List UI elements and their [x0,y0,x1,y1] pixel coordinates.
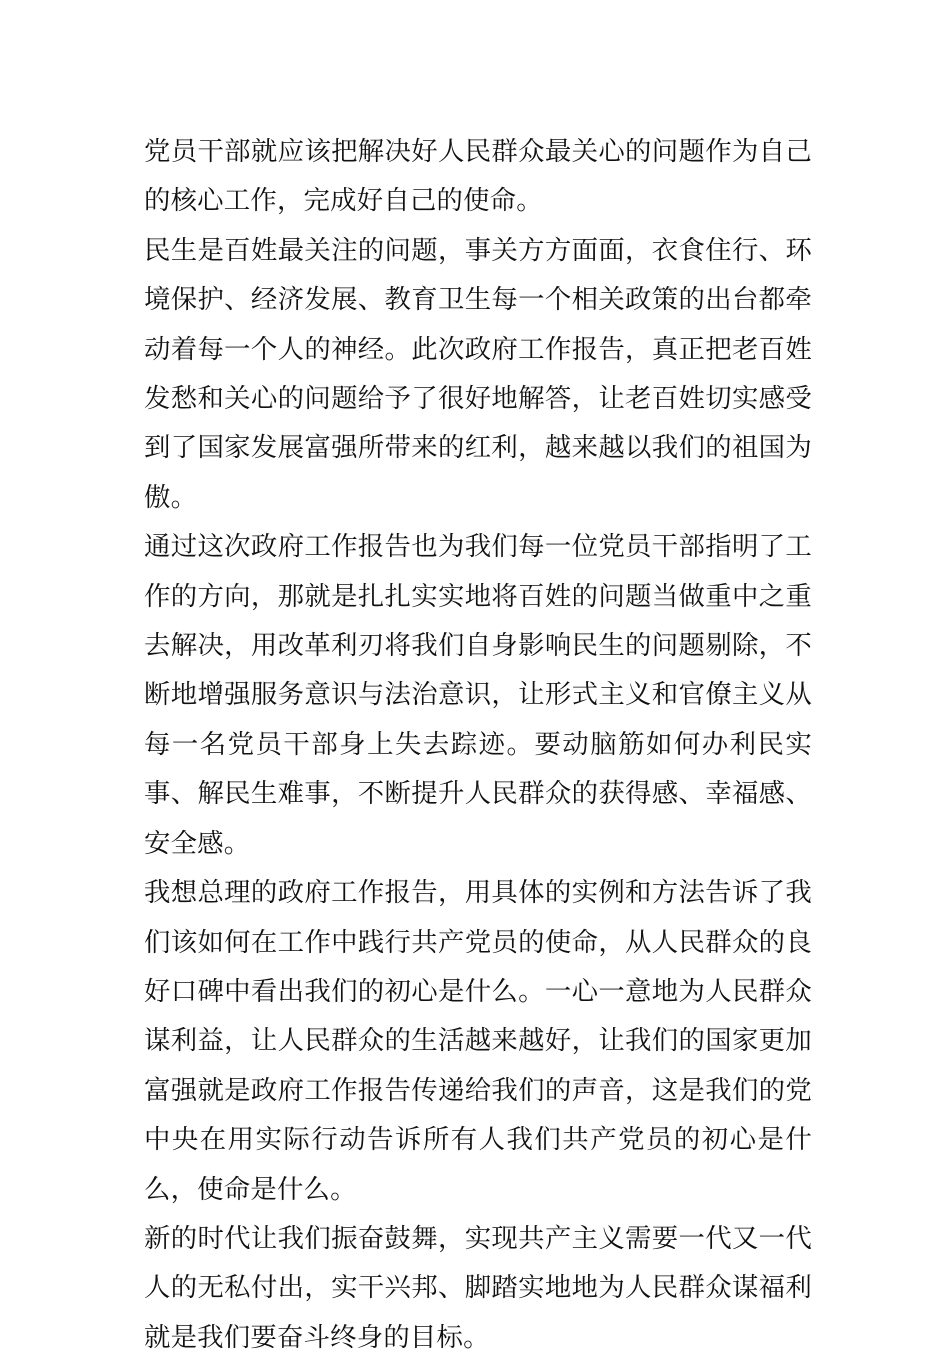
paragraph-4: 我想总理的政府工作报告，用具体的实例和方法告诉了我们该如何在工作中践行共产党员的使命，从人民群众的良好口碑中看出我们的初心是什么。一心一意地为人民群众谋利益，让人民群众的生活越来越好，让我们的国家更加富强就是政府工作报告传递给我们的声音，这是我们的党中央在用实际行动告诉所有人我们共产党员的初心是什么，使命是什么。 [144,877,812,1205]
paragraph-5: 新的时代让我们振奋鼓舞，实现共产主义需要一代又一代人的无私付出，实干兴邦、脚踏实地地为人民群众谋福利就是我们要奋斗终身的目标。 [144,1222,812,1353]
paragraph-1: 党员干部就应该把解决好人民群众最关心的问题作为自己的核心工作，完成好自己的使命。 [144,136,812,217]
document-body [144,127,812,1362]
paragraph-2: 民生是百姓最关注的问题，事关方方面面，衣食住行、环境保护、经济发展、教育卫生每一个相关政策的出台都牵动着每一个人的神经。此次政府工作报告，真正把老百姓发愁和关心的问题给予了很好地解答，让老百姓切实感受到了国家发展富强所带来的红利，越来越以我们的祖国为傲。 [144,234,812,513]
paragraph-3: 通过这次政府工作报告也为我们每一位党员干部指明了工作的方向，那就是扎扎实实地将百姓的问题当做重中之重去解决，用改革利刃将我们自身影响民生的问题剔除，不断地增强服务意识与法治意识，让形式主义和官僚主义从每一名党员干部身上失去踪迹。要动脑筋如何办利民实事、解民生难事，不断提升人民群众的获得感、幸福感、安全感。 [144,531,812,859]
